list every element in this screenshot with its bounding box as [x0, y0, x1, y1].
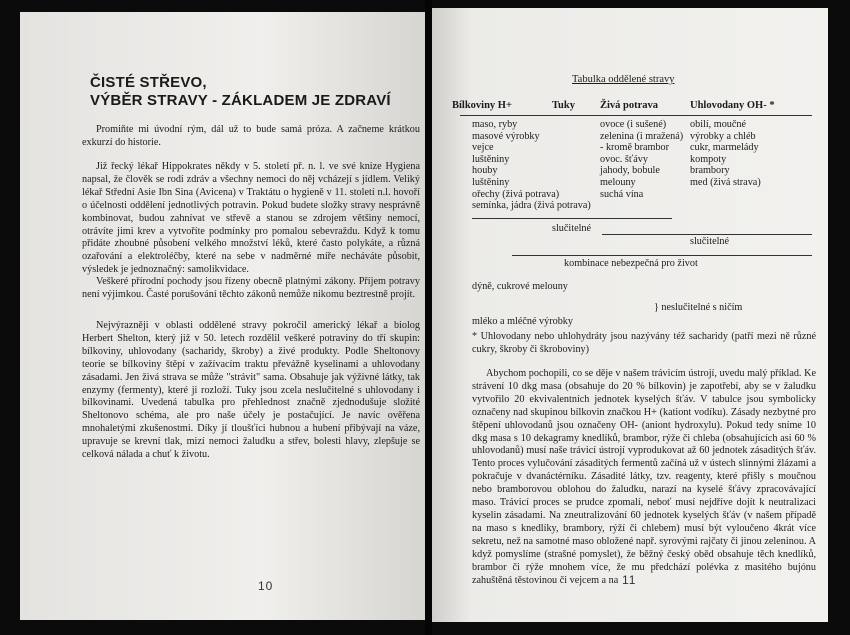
paragraph-hippokrates: Již řecký lékař Hippokrates někdy v 5. století př. n. l. ve své knize Hygiena napsal, že člověk se rodí zdráv a všechny nemoci do něj vcházejí s jídlem. Veliký lékař Střední Asie Ibn Sina (Avicena) v Traktátu o hygieně v 11. století n.l. hovoří o účelnosti oddělení jednotlivých potravin. Pokud budete složky stravy nesprávně kombinovat, budou zahnívat ve střevě a stanou se zdrojem většiny nemocí, otrávíte jimi krev a vytvoříte podmínky pro pomalou sebevraždu. Když k tomu přidáte zhoubné působení velkého množství léků, které často polykáte, a různá ozařování a elektroléčby, které na sebe v nadměrné míře necháváte působit, výsledek je jednoznačný: samolikvidace. [82, 161, 420, 276]
page-number-right: 11 [622, 573, 637, 587]
compatible-label-2: slučitelné [690, 236, 730, 247]
heading-line-2: VÝBĚR STRAVY - ZÁKLADEM JE ZDRAVÍ [90, 92, 391, 109]
left-page [20, 12, 425, 620]
list-item: luštěniny [472, 153, 510, 165]
milk-note: mléko a mléčné výrobky [472, 316, 573, 327]
compatible-label-1: slučitelné [552, 223, 592, 234]
page-number-left: 10 [258, 579, 274, 593]
list-item: zelenina (i mražená) [600, 130, 684, 142]
header-carbs: Uhlovodany OH- * [690, 100, 775, 111]
list-item: brambory [690, 165, 730, 177]
list-item: luštěniny [472, 176, 510, 188]
footnote: * Uhlovodany nebo uhlohydráty jsou nazývány též sacharidy (patří mezi ně různé cukry, škroby či škroboviny) [472, 331, 816, 355]
body-paragraph: Abychom pochopili, co se děje v našem trávicím ústrojí, uvedu malý příklad. Ke strávení 10 dkg masa (obsahuje do 20 % bílkovin) je zapotřebí, aby se v žaludku vytvořilo 20 ekvivalentních jednotek kyselých šťáv. V tabulce jsou symbolicky označeny nad skupinou bílkovin značkou H+ (kationt vodíku). Zásady nezbytné pro štěpení uhlovodanů jsou označeny OH- (aniont hydroxylu). Pokud tedy sníme 10 dkg masa s 10 dekagramy knedlíků, brambor, rýže či chleba (obsahujících asi 60 % uhlovodanů) musí naše trávicí ústrojí vyprodukovat až 60 jednotek zásaditých šťáv. Tento proces vylučování zásaditých fermentů začíná už v ústech slinnými žlázami a pokračuje v dvanáctérníku. Zásadité látky, tzv. reagenty, které přišly s moučnou nebo bramborovou oblohou do žaludku, narazí na kyselé šťávy zpracovávající maso. Trávicí proces se prudce zpomalí, neboť musí nejdříve dojít k neutralizaci kyselin zásadami. Na zneutralizování 60 jednotek kyselých šťáv (v našem případě na maso s knedlíky, brambory, rýží či chlebem) musí být vyloučeno 4krát více sekretu, než na samotné maso obložené např. syrovými rajčaty či jinou zeleninou. A když pomyslíme (strašné pomyslet), že běžný český oběd obsahuje těch knedlíků, brambor či rýže mnohem více, že mu předchází polévka z masitého bujónu zahuštěná těstovinou či vejcem a na [472, 368, 816, 586]
book-gutter [425, 0, 432, 635]
list-item: kompoty [690, 153, 727, 165]
list-item: ovoce (i sušené) [600, 119, 667, 130]
chapter-heading [90, 74, 391, 110]
list-item: masové výrobky [472, 130, 540, 142]
list-item: - kromě brambor [600, 142, 670, 154]
list-item: vejce [472, 142, 494, 154]
list-item: med (živá strava) [690, 176, 761, 188]
list-item: houby [472, 165, 498, 177]
list-item: jahody, bobule [600, 165, 660, 177]
melons-note: dýně, cukrové melouny [472, 281, 568, 292]
list-item: suchá vína [600, 188, 644, 200]
list-item: výrobky a chléb [690, 130, 756, 142]
table-title: Tabulka oddělené stravy [572, 74, 675, 85]
heading-line-1: ČISTÉ STŘEVO, [90, 74, 207, 91]
header-live-food: Živá potrava [600, 100, 659, 111]
header-proteins: Bílkoviny H+ [452, 100, 512, 111]
proteins-column [472, 119, 591, 212]
right-page [432, 8, 828, 622]
list-item: semínka, jádra (živá potrava) [472, 200, 591, 212]
header-fats: Tuky [552, 100, 575, 111]
dangerous-label: kombinace nebezpečná pro život [564, 258, 698, 269]
paragraph-laws: Veškeré přírodní pochody jsou řízeny obecně platnými zákony. Příjem potravy není výjimkou. Časté porušování těchto zákonů nemůže nikomu beztrestně projít. [82, 276, 420, 300]
compatible-line-2 [602, 234, 812, 235]
header-divider [460, 115, 812, 116]
list-item: ovoc. šťávy [600, 153, 648, 165]
list-item: obilí, moučné [690, 119, 747, 130]
dangerous-line [512, 255, 812, 256]
paragraph-shelton: Nejvýrazněji v oblasti oddělené stravy pokročil americký lékař a biolog Herbert Shelton, který již v 50. letech rozdělil veškeré potraviny do tří skupin: bílkoviny, uhlovodany (sacharidy, škroby) a živé produkty. Podle Sheltonovy teorie se bílkoviny štěpí v zažívacím traktu převážně kyselinami a uhlovodany zásadami. Jen živá strava se může "strávit" sama. Obsahuje jak výživné látky, tak enzymy (fermenty), které ji rozloží. Tuky jsou zcela neslučitelné s uhlovodany i bílkovinami. Uvedená tabulka pro přehlednost značně zjednodušuje složité Sheltonovo schéma, ale pro naše účely je postačující. Je navíc ověřena mnohaletými zkušenostmi. Díky jí tloušťíci hubnou a hubení přibývají na váze, upravuje se krevní tlak, mizí nemoci žaludku a střev, bolesti hlavy, zlepšuje se celková nálada a chuť k životu. [82, 320, 420, 461]
list-item: ořechy (živá potrava) [472, 188, 560, 200]
live-food-column [600, 119, 683, 200]
list-item: cukr, marmelády [690, 142, 759, 154]
compatible-line-1 [472, 218, 672, 219]
incompatible-label: } neslučitelné s ničím [654, 302, 743, 313]
carbs-column [690, 119, 761, 189]
list-item: melouny [600, 176, 636, 188]
list-item: maso, ryby [472, 119, 518, 130]
paragraph-intro: Promiňte mi úvodní rým, dál už to bude samá próza. A začneme krátkou exkurzí do historie. [82, 124, 420, 148]
